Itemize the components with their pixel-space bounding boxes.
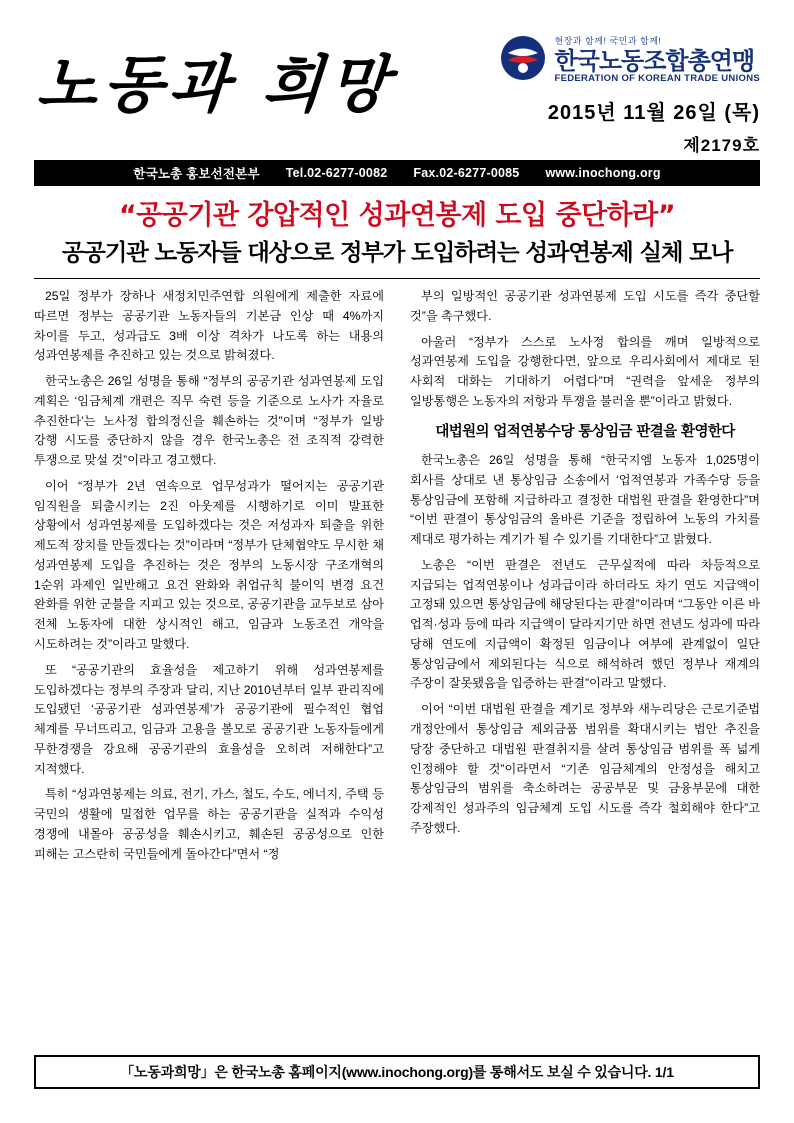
masthead xyxy=(34,28,760,156)
section-subheading: 대법원의 업적연봉수당 통상임금 판결을 환영한다 xyxy=(435,423,735,440)
masthead-right xyxy=(460,28,760,156)
fktu-emblem-icon xyxy=(500,35,546,81)
organization-logo xyxy=(460,32,760,84)
headline-main: “공공기관 강압적인 성과연봉제 도입 중단하라” xyxy=(118,200,676,231)
article-body xyxy=(34,287,760,935)
logo-tagline: 현장과 함께! 국민과 함께! xyxy=(554,36,662,46)
logo-name-ko: 한국노동조합총연맹 xyxy=(554,46,755,75)
logo-name-en: FEDERATION OF KOREAN TRADE UNIONS xyxy=(554,72,760,84)
paragraph: 특히 “성과연봉제는 의료, 전기, 가스, 철도, 수도, 에너지, 주택 등 국민의 생활에 밀접한 업무를 하는 공공기관을 실적과 수익성 경쟁에 내몰아 공공성을 훼손시키고, 훼손된 공공성으로 인한 피해는 고스란히 국민들에게 돌아간다”면서 “정 xyxy=(34,787,384,861)
issue-date: 2015년 11월 26일 (목) xyxy=(547,101,760,124)
paragraph: 한국노총은 26일 성명을 통해 “정부의 공공기관 성과연봉제 도입 계획은 ‘임금체계 개편은 직무 숙련 등을 기준으로 노사가 자율로 추진한다’는 노사정 합의정신을 훼손하는 것”이며 “정부가 일방 강행 시도를 중단하지 않을 경우 한국노총은 전 조직적 강력한 투쟁으로 맞설 것”이라고 경고했다. xyxy=(34,374,384,468)
publication-title: 노동과 희망 xyxy=(34,48,397,121)
footer-note: 「노동과희망」은 한국노총 홈페이지(www.inochong.org)를 통해서도 보실 수 있습니다. 1/1 xyxy=(34,1055,760,1089)
paragraph: 이어 “이번 대법원 판결을 계기로 정부와 새누리당은 근로기준법 개정안에서 통상임금 제외금품 범위를 확대시키는 법안 추진을 당장 중단하고 대법원 판결취지를 살려 통상임금 범위를 폭 넓게 인정해야 할 것”이라면서 “기존 임금체계의 안정성을 해치고 통상임금의 범위를 축소하려는 공공부문 및 금융부문에 대한 강제적인 성과주의 임금체계 도입 시도를 즉각 철회해야 한다”고 주장했다. xyxy=(410,702,760,835)
column-left xyxy=(34,287,384,935)
headline-divider xyxy=(34,278,760,279)
headline-sub: 공공기관 노동자들 대상으로 정부가 도입하려는 성과연봉제 실체 모나 xyxy=(61,240,733,267)
contact-office: 한국노총 홍보선전본부 xyxy=(133,167,260,181)
paragraph: 이어 “정부가 2년 연속으로 업무성과가 떨어지는 공공기관 임직원을 퇴출시키는 2진 아웃제를 시행하기로 이미 발표한 상황에서 성과연봉제를 도입하겠다는 것은 저성과자 퇴출을 위한 제도적 장치를 만들겠다는 것”이라며 “정부가 단체협약도 무시한 채 성과연봉제 도입을 추진하는 것은 정부의 노동시장 구조개혁의 1순위 과제인 일반해고 요건 완화와 취업규칙 불이익 변경 요건 완화를 위한 군불을 지피고 있는 것으로, 공공기관을 교두보로 삼아 전체 노동자에 대한 상시적인 해고, 임금과 노동조건 개악을 시도하려는 것”이라고 말했다. xyxy=(34,478,384,651)
contact-tel: Tel.02-6277-0082 xyxy=(285,166,388,180)
paragraph: 한국노총은 26일 성명을 통해 “한국지엠 노동자 1,025명이 회사를 상대로 낸 통상임금 소송에서 ‘업적연봉과 가족수당 등을 통상임금에 포함해 지급하라고 결정한 대법원 판결을 환영한다”며 “이번 판결이 통상임금의 올바른 기준을 정립하여 노동의 가치를 제대로 평가하는 계기가 될 수 있기를 기대한다”고 밝혔다. xyxy=(410,453,760,547)
footer xyxy=(34,1055,760,1089)
paragraph: 또 “공공기관의 효율성을 제고하기 위해 성과연봉제를 도입하겠다는 정부의 주장과 달리, 지난 2010년부터 일부 관리직에 도입됐던 ‘공공기관 성과연봉제’가 공공기관에 필수적인 협업 체계를 무너뜨리고, 임금과 고용을 볼모로 공공기관 노동자들에게 무한경쟁을 강요해 공공기관의 효율성을 오히려 저해한다”고 지적했다. xyxy=(34,662,384,776)
issue-number: 제2179호 xyxy=(683,135,760,155)
headline-block xyxy=(34,200,760,268)
paragraph: 25일 정부가 장하나 새정치민주연합 의원에게 제출한 자료에 따르면 정부는 공공기관 노동자들의 기본금 인상 때 4%까지 차이를 두고, 성과급도 3배 이상 격차가 나도록 하는 내용의 성과연봉제를 추진하고 있는 것으로 밝혀졌다. xyxy=(34,288,384,363)
paragraph: 부의 일방적인 공공기관 성과연봉제 도입 시도를 즉각 중단할 것”을 촉구했다. xyxy=(410,288,760,323)
contact-fax: Fax.02-6277-0085 xyxy=(413,166,520,180)
contact-bar xyxy=(34,160,760,186)
paragraph: 노총은 “이번 판결은 전년도 근무실적에 따라 차등적으로 지급되는 업적연봉이나 성과급이라 하더라도 차기 연도 지급액이 고정돼 있으면 통상임금에 해당된다는 판결”이라며 “그동안 이른 바 업적·성과 등에 따라 지급액이 달라지기만 하면 전년도 성과에 따라 당해 연도에 지급액이 확정된 임금이나 여부에 관계없이 일단 통상임금에서 제외된다는 식으로 해석하려 했던 정부나 재계의 주장이 잘못됐음을 입증하는 판결”이라고 말했다. xyxy=(410,557,760,691)
paragraph: 아울러 “정부가 스스로 노사정 합의를 깨며 일방적으로 성과연봉제 도입을 강행한다면, 앞으로 우리사회에서 제대로 된 사회적 대화는 기대하기 어렵다”며 “권력을 앞세운 정부의 일방통행은 노동자의 저항과 투쟁을 불러올 뿐”이라고 밝혔다. xyxy=(410,334,760,408)
contact-website[interactable]: www.inochong.org xyxy=(545,166,661,180)
column-right xyxy=(410,287,760,935)
logo-text xyxy=(554,32,760,84)
